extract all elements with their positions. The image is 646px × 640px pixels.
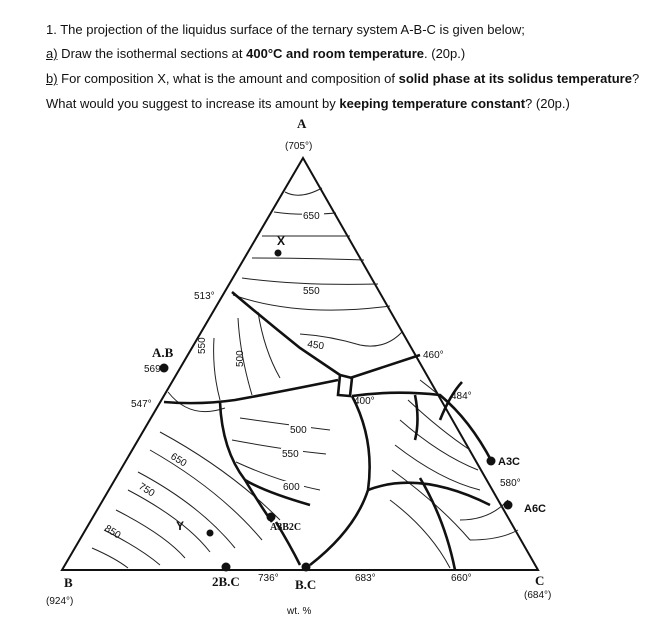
vertex-a-label: A [297, 116, 307, 131]
compound-ab-temp: 569° [144, 364, 165, 375]
compound-2bc-label: 2B.C [212, 574, 240, 589]
isotherm-line [116, 510, 185, 558]
isotherm-label: 500 [235, 350, 246, 367]
isotherms [92, 188, 521, 568]
isotherm-label: 550 [303, 286, 320, 297]
temp-label: 683° [355, 573, 376, 584]
isotherm-line [233, 295, 390, 310]
temp-label: 736° [258, 573, 279, 584]
temp-label: 400° [354, 396, 375, 407]
isotherm-line [150, 450, 262, 540]
isotherm-label: 850 [102, 523, 123, 542]
axis-unit-label: wt. % [287, 606, 312, 617]
isotherm-line [470, 530, 518, 540]
temp-label: 547° [131, 399, 152, 410]
question-line-1: 1. The projection of the liquidus surface of the ternary system A-B-C is given below; [46, 22, 525, 37]
boundary-curve [415, 395, 418, 440]
boundary-curve [232, 292, 340, 375]
vertex-b-temp: (924°) [46, 596, 74, 607]
compound-bc-label: B.C [295, 577, 317, 592]
boundary-curve [338, 375, 352, 396]
boundary-curve [350, 355, 420, 378]
compound-a6c-marker [504, 501, 513, 510]
temp-label: 660° [451, 573, 472, 584]
isotherm-label: 550 [282, 449, 299, 460]
isotherm-line [138, 472, 235, 548]
isotherm-line [214, 338, 220, 400]
isotherm-label: 600 [283, 482, 300, 493]
vertex-c-label: C [535, 573, 545, 588]
part-b-label: b) [46, 71, 58, 86]
isotherm-label: 750 [136, 481, 157, 500]
compound-ab-label: A.B [152, 345, 174, 360]
isotherm-line [92, 548, 128, 568]
isotherm-line [392, 470, 470, 540]
isotherm-line [242, 278, 378, 284]
compound-a3c-temp: 580° [500, 478, 521, 489]
boundary-curve [310, 396, 370, 565]
isotherm-line [240, 418, 330, 430]
question-part-b-continued: What would you suggest to increase its amount by keeping temperature constant? (20p.) [46, 96, 570, 111]
isotherm-label: 650 [303, 211, 320, 222]
question-part-a: a) Draw the isothermal sections at 400°C and room temperature. (20p.) [46, 46, 466, 61]
boundary-curve [220, 402, 272, 522]
isotherm-line [252, 258, 364, 260]
compound-a6c-label: A6C [524, 503, 547, 515]
compound-2bc-marker [222, 563, 231, 572]
vertex-a-temp: (705°) [285, 141, 313, 152]
question-part-b: b) For composition X, what is the amount and composition of solid phase at its solidus temperature? [46, 71, 640, 86]
vertex-c-temp: (684°) [524, 590, 552, 601]
vertex-b-label: B [64, 575, 73, 590]
compound-a3c-label: A3C [498, 456, 521, 468]
boundary-curve [420, 478, 455, 570]
isotherm-line [285, 188, 322, 195]
point-y-marker [207, 530, 214, 537]
compound-a3b2c-marker [267, 513, 276, 522]
isotherm-label: 550 [197, 337, 208, 354]
compound-a3c-marker [487, 457, 496, 466]
point-x-marker [275, 250, 282, 257]
temp-label: 484° [451, 391, 472, 402]
isotherm-line [232, 440, 326, 454]
compound-bc-marker [302, 563, 311, 572]
isotherm-label: 450 [306, 339, 325, 353]
point-y-label: Y [176, 519, 185, 533]
part-a-label: a) [46, 46, 58, 61]
phase-boundaries [164, 292, 492, 570]
compound-a3b2c-label: A3B2C [270, 522, 302, 533]
isotherm-label: 650 [168, 451, 189, 470]
temp-label: 460° [423, 350, 444, 361]
point-x-label: X [277, 234, 286, 248]
temp-label: 513° [194, 291, 215, 302]
isotherm-label: 500 [290, 425, 307, 436]
triangle-outline [62, 158, 538, 570]
